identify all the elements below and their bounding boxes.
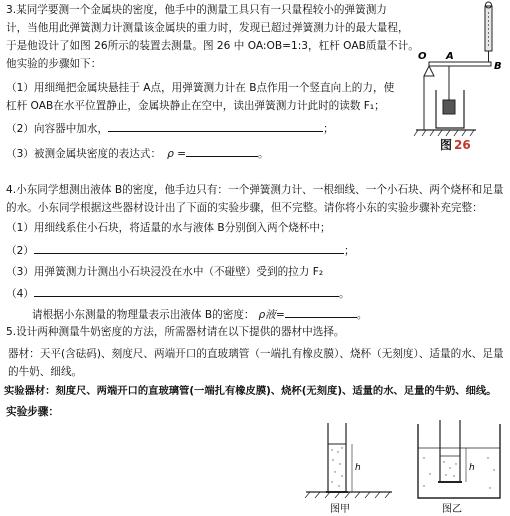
q3-step-3-end: 。	[258, 148, 269, 160]
label-a: A	[446, 51, 454, 62]
q4-step-2-answer-blank[interactable]	[34, 244, 344, 254]
q3-line-4: 他实验的步骤如下：	[6, 58, 102, 70]
q3-rho-symbol: ρ =	[167, 148, 187, 160]
q5-experiment-materials: 实验器材：刻度尺、两端开口的直玻璃管(一端扎有橡皮膜)、烧杯(无刻度)、适量的水、足量的牛奶、细线。	[4, 385, 497, 397]
q3-step-2-end: ；	[323, 123, 334, 135]
q4-step-4-end: 。	[338, 288, 350, 300]
h-label-jia: h	[355, 463, 361, 473]
q4-step-4	[6, 287, 350, 301]
q3-step-2-answer-blank[interactable]	[108, 122, 323, 132]
liquid-in-tube	[329, 444, 345, 492]
metal-block	[443, 100, 455, 114]
q3-step-3	[6, 147, 269, 161]
q3-density-answer-blank[interactable]	[186, 147, 258, 157]
figure-yi-diagram	[404, 418, 510, 516]
q4-step-2-label: （2）	[6, 245, 34, 257]
q3-step-2	[6, 122, 334, 136]
q3-line-1: 3.某同学要测一个金属块的密度，他手中的测量工具只有一只量程较小的弹簧测力	[6, 4, 387, 16]
q4-rho-symbol: ρ液=	[258, 309, 285, 321]
q4-line-1: 4.小东同学想测出液体 B的密度，他手边只有：一个弹簧测力计、一根细线、一个小石块、两个烧杯和足量	[6, 184, 504, 196]
q3-line-2: 计，当他用此弹簧测力计测量该金属块的重力时，发现已超过弹簧测力计的最大量程，	[6, 22, 409, 34]
figure-26-lever-diagram	[412, 0, 510, 160]
figure-jia-diagram	[300, 420, 400, 516]
q3-step-3-label: （3）被测金属块密度的表达式：	[6, 148, 162, 160]
q4-density-line	[32, 308, 367, 322]
figure-26-caption-number: 26	[454, 138, 471, 152]
q5-steps-heading: 实验步骤：	[6, 406, 59, 418]
q4-step-2-end: ；	[343, 245, 355, 257]
q4-step-4-answer-blank[interactable]	[34, 287, 339, 297]
q4-step-3: （3）用弹簧测力计测出小石块浸没在水中（不碰壁）受到的拉力 F₂	[6, 266, 324, 278]
lever-oab	[429, 62, 491, 66]
q4-step-1: （1）用细线系住小石块，将适量的水与液体 B分别倒入两个烧杯中；	[6, 222, 331, 234]
q5-materials-1: 器材：天平(含砝码)、刻度尺、两端开口的直玻璃管（一端扎有橡皮膜）、烧杯（无刻度）、适量的水、足量	[8, 348, 504, 360]
q3-step-1-cont: 杠杆 OAB在水平位置静止，金属块静止在空中，读出弹簧测力计此时的读数 F₁；	[6, 100, 385, 112]
label-b: B	[494, 61, 502, 72]
q4-density-answer-blank[interactable]	[285, 308, 357, 318]
q3-step-2-label: （2）向容器中加水，	[6, 123, 109, 135]
q5-materials-2: 的牛奶、细线。	[8, 366, 83, 378]
q4-step-4-label: （4）	[6, 288, 34, 300]
caption-yi: 图乙	[442, 504, 462, 515]
q4-density-end: 。	[356, 309, 368, 321]
q4-step-2	[6, 244, 355, 258]
q4-density-prompt: 请根据小东测量的物理量表示出液体 B的密度：	[32, 309, 255, 321]
figure-26-caption-text: 图	[440, 138, 453, 152]
q3-line-3: 于是他设计了如图 26所示的装置去测量。图 26 中 OA:OB=1:3，杠杆 OAB质量不计。	[6, 40, 419, 52]
h-label-yi: h	[469, 463, 475, 473]
q3-step-1: （1）用细绳把金属块悬挂于 A点，用弹簧测力计在 B点作用一个竖直向上的力，使	[6, 82, 395, 94]
q4-line-2: 的水。小东同学根据这些器材设计出了下面的实验步骤，但不完整。请你将小东的实验步骤补充完整：	[6, 202, 483, 214]
q5-line-1: 5.设计两种测量牛奶密度的方法，所需器材请在以下提供的器材中选择。	[6, 326, 345, 338]
label-o: O	[418, 51, 427, 62]
caption-jia: 图甲	[330, 504, 350, 515]
beaker	[418, 424, 500, 498]
